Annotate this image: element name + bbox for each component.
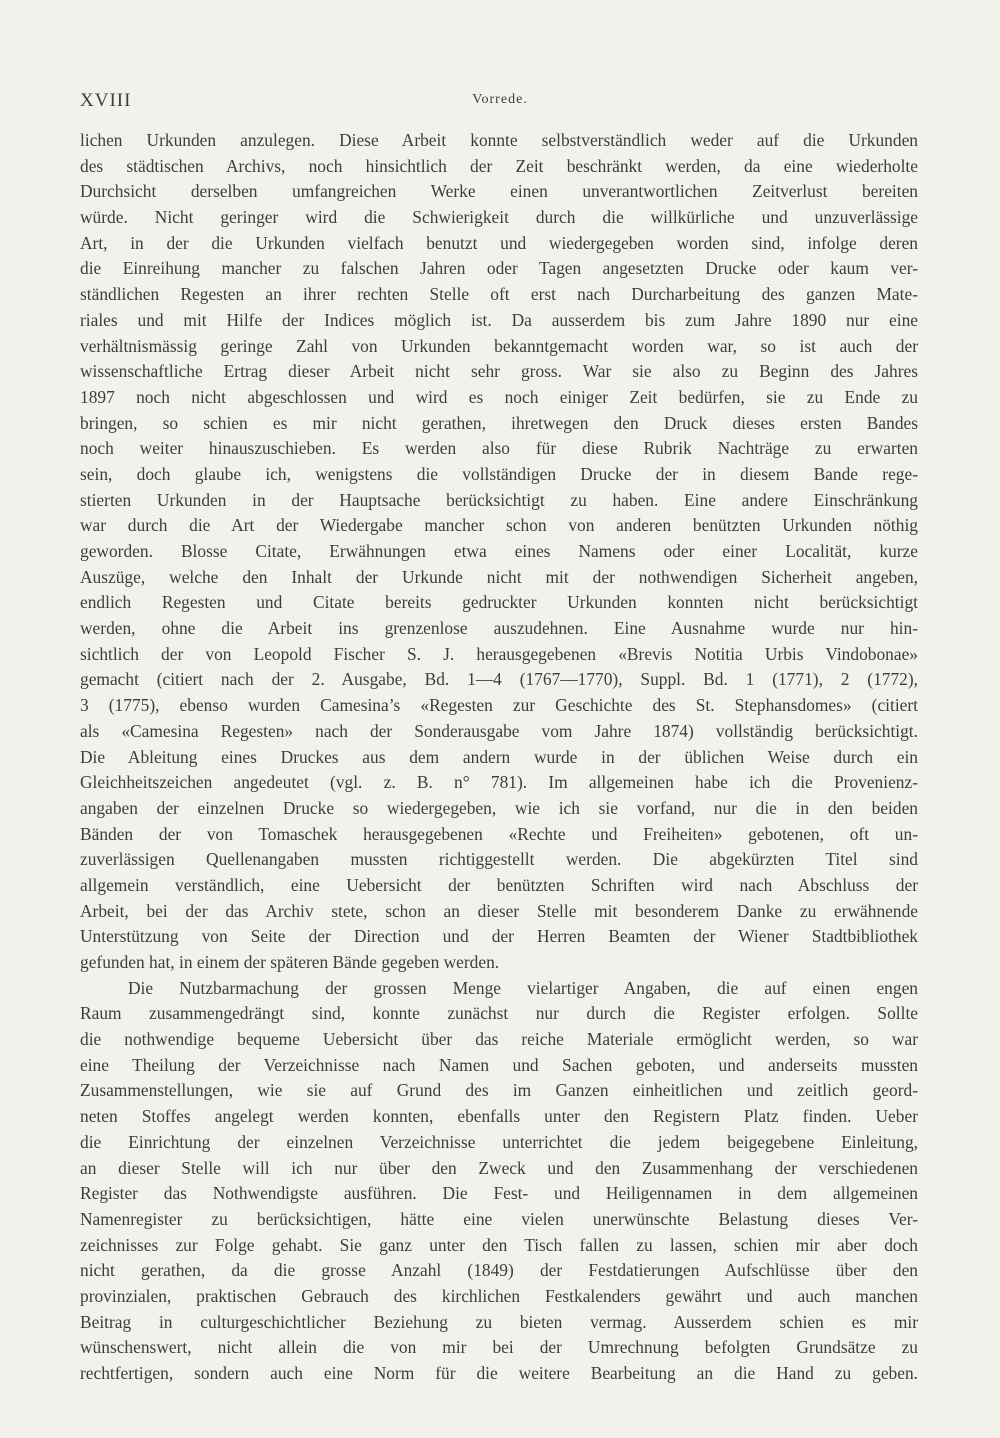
text-line: lichen Urkunden anzulegen. Diese Arbeit konnte selbstverständlich weder auf die Urkunden — [80, 130, 918, 150]
text-line: zuverlässigen Quellenangaben mussten richtiggestellt werden. Die abgekürzten Titel sind — [80, 849, 918, 870]
text-line: Zusammenstellungen, wie sie auf Grund des im Ganzen einheitlichen und zeitlich geord- — [80, 1080, 918, 1101]
text-line: bringen, so schien es mir nicht gerathen, ihretwegen den Druck dieses ersten Bandes — [80, 412, 918, 433]
text-line: gefunden hat, in einem der späteren Bände gegeben werden. — [80, 952, 500, 972]
text-line: provinzialen, praktischen Gebrauch des kirchlichen Festkalenders gewährt und auch manchen — [80, 1285, 918, 1306]
text-line: sein, doch glaube ich, wenigstens die vollständigen Drucke der in diesem Bande rege- — [80, 463, 918, 484]
text-line: werden, ohne die Arbeit ins grenzenlose auszudehnen. Eine Ausnahme wurde nur hin- — [80, 618, 918, 639]
text-line: eine Theilung der Verzeichnisse nach Namen und Sachen geboten, und anderseits mussten — [80, 1054, 918, 1075]
running-title: Vorrede. — [472, 92, 528, 107]
text-line: Art, in der die Urkunden vielfach benutzt und wiedergegeben worden sind, infolge deren — [80, 232, 918, 253]
text-line: rechtfertigen, sondern auch eine Norm für die weitere Bearbeitung an die Hand zu geben. — [80, 1363, 918, 1383]
text-line: nicht gerathen, da die grosse Anzahl (1849) der Festdatierungen Aufschlüsse über den — [80, 1260, 918, 1281]
text-line: Bänden der von Tomaschek herausgegebenen «Rechte und Freiheiten» gebotenen, oft un- — [80, 823, 918, 844]
text-line: als «Camesina Regesten» nach der Sonderausgabe vom Jahre 1874) vollständig berücksichtigt. — [80, 720, 918, 741]
text-line: riales und mit Hilfe der Indices möglich ist. Da ausserdem bis zum Jahre 1890 nur eine — [80, 309, 918, 330]
text-line: Beitrag in culturgeschichtlicher Beziehung zu bieten vermag. Ausserdem schien es mir — [80, 1311, 918, 1332]
text-line: endlich Regesten und Citate bereits gedruckter Urkunden konnten nicht berücksichtigt — [80, 592, 918, 613]
text-line: neten Stoffes angelegt werden konnten, ebenfalls unter den Registern Platz finden. Ueber — [80, 1106, 918, 1127]
text-line: Register das Nothwendigste ausführen. Die Fest- und Heiligennamen in dem allgemeinen — [80, 1183, 918, 1204]
text-line: war durch die Art der Wiedergabe mancher schon von anderen benützten Urkunden nöthig — [80, 515, 918, 536]
text-line: angaben der einzelnen Drucke so wiedergegeben, wie ich sie vorfand, nur die in den beiden — [80, 797, 918, 818]
text-line: Unterstützung von Seite der Direction und der Herren Beamten der Wiener Stadtbibliothek — [80, 926, 918, 947]
text-line: die Einreihung mancher zu falschen Jahren oder Tagen angesetzten Drucke oder kaum ver- — [80, 258, 918, 279]
text-line: 3 (1775), ebenso wurden Camesina’s «Regesten zur Geschichte des St. Stephansdomes» (citiert — [80, 695, 918, 716]
text-line: Arbeit, bei der das Archiv stete, schon an dieser Stelle mit besonderem Danke zu erwähnende — [80, 900, 918, 921]
page-number: XVIII — [80, 90, 132, 111]
text-line: des städtischen Archivs, noch hinsichtlich der Zeit beschränkt werden, da eine wiederholte — [80, 155, 918, 176]
text-line: gemacht (citiert nach der 2. Ausgabe, Bd. 1—4 (1767—1770), Suppl. Bd. 1 (1771), 2 (1772), — [80, 669, 918, 690]
text-line: allgemein verständlich, eine Uebersicht der benützten Schriften wird nach Abschluss der — [80, 874, 918, 895]
text-line: noch weiter hinauszuschieben. Es werden also für diese Rubrik Nachträge zu erwarten — [80, 438, 918, 459]
text-line: Durchsicht derselben umfangreichen Werke einen unverantwortlichen Zeitverlust bereiten — [80, 181, 918, 202]
page-header — [80, 90, 920, 114]
text-line: Raum zusammengedrängt sind, konnte zunächst nur durch die Register erfolgen. Sollte — [80, 1003, 918, 1024]
text-line: geworden. Blosse Citate, Erwähnungen etwa eines Namens oder einer Localität, kurze — [80, 541, 918, 561]
body-text — [80, 128, 918, 1387]
text-line: stierten Urkunden in der Hauptsache berücksichtigt zu haben. Eine andere Einschränkung — [80, 489, 918, 510]
text-line: verhältnismässig geringe Zahl von Urkunden bekanntgemacht worden war, so ist auch der — [80, 335, 918, 356]
text-line: wünschenswert, nicht allein die von mir bei der Umrechnung befolgten Grundsätze zu — [80, 1337, 918, 1358]
text-line: sichtlich der von Leopold Fischer S. J. herausgegebenen «Brevis Notitia Urbis Vindobonae» — [80, 643, 918, 664]
text-line: Gleichheitszeichen angedeutet (vgl. z. B. n° 781). Im allgemeinen habe ich die Provenienz- — [80, 772, 918, 793]
text-line: an dieser Stelle will ich nur über den Zweck und den Zusammenhang der verschiedenen — [80, 1157, 918, 1178]
text-line: Auszüge, welche den Inhalt der Urkunde nicht mit der nothwendigen Sicherheit angeben, — [80, 566, 918, 587]
text-line: Die Nutzbarmachung der grossen Menge vielartiger Angaben, die auf einen engen — [128, 977, 918, 998]
text-line: Namenregister zu berücksichtigen, hätte eine vielen unerwünschte Belastung dieses Ver- — [80, 1208, 918, 1229]
text-line: Die Ableitung eines Druckes aus dem andern wurde in der üblichen Weise durch ein — [80, 746, 918, 767]
text-line: würde. Nicht geringer wird die Schwierigkeit durch die willkürliche und unzuverlässige — [80, 207, 918, 228]
text-line: die nothwendige bequeme Uebersicht über das reiche Materiale ermöglicht werden, so war — [80, 1029, 918, 1050]
text-line: 1897 noch nicht abgeschlossen und wird es noch einiger Zeit bedürfen, sie zu Ende zu — [80, 386, 918, 407]
text-line: ständlichen Regesten an ihrer rechten Stelle oft erst nach Durcharbeitung des ganzen Mate- — [80, 284, 918, 305]
text-line: zeichnisses zur Folge gehabt. Sie ganz unter den Tisch fallen zu lassen, schien mir aber doch — [80, 1234, 918, 1255]
text-line: die Einrichtung der einzelnen Verzeichnisse unterrichtet die jedem beigegebene Einleitung, — [80, 1131, 918, 1152]
text-line: wissenschaftliche Ertrag dieser Arbeit nicht sehr gross. War sie also zu Beginn des Jahres — [80, 361, 918, 382]
